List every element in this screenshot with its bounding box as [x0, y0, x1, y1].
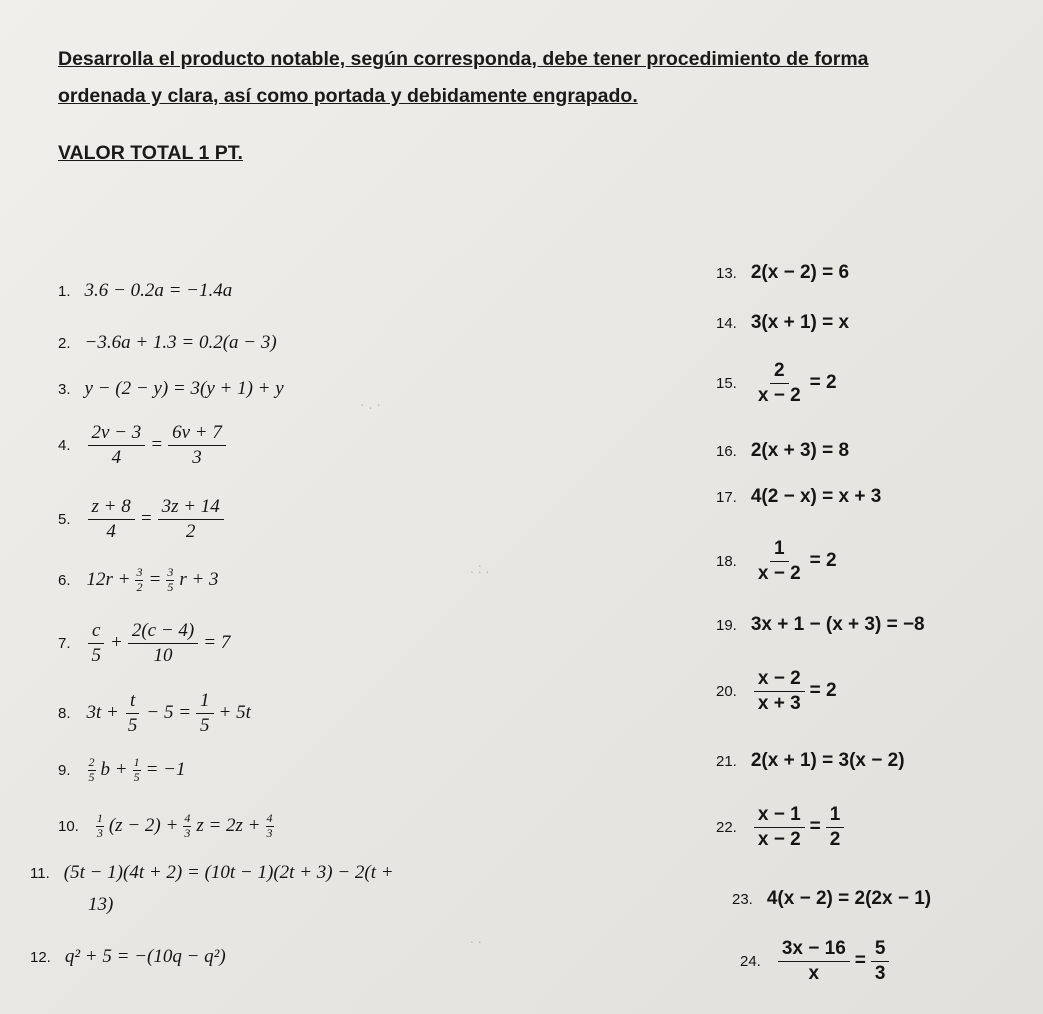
equation — [85, 756, 188, 785]
denominator: 5 — [167, 579, 174, 594]
numerator: 2(c − 4) — [128, 620, 198, 644]
equation — [93, 812, 277, 841]
equation: 3x + 1 − (x + 3) = −8 — [750, 614, 925, 635]
exercise-15 — [716, 360, 839, 407]
term: = −1 — [145, 759, 186, 781]
fraction — [826, 804, 845, 851]
term: r + 3 — [179, 569, 219, 591]
equation: 3.6 − 0.2a = −1.4a — [84, 280, 233, 301]
equation — [85, 422, 229, 469]
fraction — [135, 566, 143, 595]
fraction — [124, 690, 142, 737]
fraction — [88, 620, 106, 667]
exercise-number: 18. — [716, 552, 737, 570]
exercise-number: 12. — [30, 948, 51, 966]
numerator: z + 8 — [88, 496, 135, 520]
exercise-16 — [716, 440, 849, 462]
numerator: 3 — [136, 565, 143, 579]
fraction — [128, 620, 198, 667]
equation: 4(2 − x) = x + 3 — [750, 486, 882, 507]
operator: − 5 = — [146, 702, 192, 724]
equation: 2(x + 3) = 8 — [750, 440, 850, 461]
exercise-number: 5. — [58, 510, 71, 528]
term: (z − 2) + — [108, 815, 179, 837]
denominator: 10 — [153, 644, 173, 666]
operator: = — [148, 569, 162, 591]
term: 12r + — [86, 569, 131, 591]
exercise-13 — [716, 262, 849, 284]
numerator: 1 — [96, 811, 103, 825]
numerator: c — [88, 620, 104, 644]
exercise-5 — [58, 496, 227, 543]
numerator: 6v + 7 — [168, 422, 226, 446]
denominator: 3 — [266, 825, 273, 840]
equation — [751, 360, 839, 407]
exercise-11 — [30, 862, 394, 884]
fraction — [96, 812, 104, 841]
fraction — [183, 812, 191, 841]
numerator: 3x − 16 — [778, 938, 850, 962]
fraction — [133, 756, 141, 785]
equation — [85, 620, 233, 667]
exercise-12 — [30, 946, 226, 968]
exercise-7 — [58, 620, 232, 667]
term: = 2 — [809, 372, 837, 394]
exercise-number: 10. — [58, 817, 79, 835]
equation — [751, 538, 839, 585]
denominator: 2 — [136, 579, 143, 594]
exercise-number: 13. — [716, 264, 737, 282]
numerator: 1 — [196, 690, 214, 714]
term: 3t + — [86, 702, 119, 724]
denominator: x + 3 — [757, 692, 801, 714]
term: = 2 — [809, 550, 837, 572]
fraction — [754, 538, 805, 585]
denominator: 5 — [127, 714, 138, 736]
equation — [85, 496, 227, 543]
exercise-3 — [58, 378, 284, 400]
numerator: 5 — [871, 938, 890, 962]
term: = 7 — [203, 632, 231, 654]
instruction-line-2: ordenada y clara, así como portada y debidamente engrapado. — [58, 85, 638, 107]
exercise-19 — [716, 614, 925, 636]
exercise-18 — [716, 538, 839, 585]
exercise-number: 6. — [58, 571, 71, 589]
fraction — [166, 566, 174, 595]
exercise-number: 4. — [58, 436, 71, 454]
exercise-24 — [740, 938, 892, 985]
numerator: 1 — [133, 755, 140, 769]
operator: = — [854, 950, 866, 972]
exercise-23 — [732, 888, 931, 910]
denominator: 5 — [200, 714, 210, 736]
numerator: 1 — [770, 538, 789, 562]
exercise-number: 24. — [740, 952, 761, 970]
fraction — [754, 360, 805, 407]
exercise-number: 8. — [58, 704, 71, 722]
denominator: x — [808, 962, 820, 984]
denominator: 2 — [829, 828, 841, 850]
exercise-number: 1. — [58, 282, 71, 300]
bleed-through-mark: . : . — [470, 560, 490, 576]
instruction-line-1: Desarrolla el producto notable, según corresponda, debe tener procedimiento de forma — [58, 48, 869, 70]
fraction — [88, 756, 96, 785]
equation — [85, 566, 221, 595]
term: = 2 — [809, 680, 837, 702]
exercise-1 — [58, 280, 232, 302]
numerator: 3z + 14 — [158, 496, 224, 520]
exercise-8 — [58, 690, 253, 737]
numerator: 3 — [167, 565, 174, 579]
equation-continuation: 13) — [88, 894, 114, 915]
denominator: 3 — [192, 446, 202, 468]
exercise-11-continued — [88, 894, 113, 916]
denominator: 5 — [91, 644, 102, 666]
fraction — [88, 422, 146, 469]
denominator: 3 — [184, 825, 191, 840]
equation — [775, 938, 893, 985]
numerator: 2 — [88, 755, 95, 769]
denominator: 4 — [106, 520, 116, 542]
exercise-20 — [716, 668, 839, 715]
exercise-9 — [58, 756, 188, 785]
equation — [751, 668, 839, 715]
fraction — [754, 804, 805, 851]
exercise-10 — [58, 812, 277, 841]
denominator: x − 2 — [757, 828, 801, 850]
exercise-22 — [716, 804, 847, 851]
denominator: 3 — [874, 962, 886, 984]
equation: 3(x + 1) = x — [750, 312, 850, 333]
equation: 4(x − 2) = 2(2x − 1) — [766, 888, 932, 909]
term: + 5t — [218, 702, 251, 724]
numerator: 2 — [770, 360, 789, 384]
exercise-number: 9. — [58, 761, 71, 779]
operator: + — [110, 632, 123, 654]
total-value: VALOR TOTAL 1 PT. — [58, 142, 243, 164]
exercise-4 — [58, 422, 229, 469]
equation: 2(x + 1) = 3(x − 2) — [750, 750, 905, 771]
equation: −3.6a + 1.3 = 0.2(a − 3) — [84, 332, 277, 353]
exercise-2 — [58, 332, 277, 354]
denominator: 5 — [133, 769, 140, 784]
numerator: t — [126, 690, 139, 714]
exercise-number: 15. — [716, 374, 737, 392]
operator: = — [809, 816, 821, 838]
operator: = — [150, 434, 164, 456]
equation — [85, 690, 253, 737]
exercise-14 — [716, 312, 849, 334]
denominator: 3 — [96, 825, 103, 840]
exercise-number: 22. — [716, 818, 737, 836]
exercise-number: 3. — [58, 380, 71, 398]
fraction — [158, 496, 224, 543]
equation: y − (2 − y) = 3(y + 1) + y — [84, 378, 284, 399]
numerator: x − 2 — [754, 668, 805, 692]
exercise-21 — [716, 750, 905, 772]
bleed-through-mark: . . — [470, 930, 482, 946]
exercise-17 — [716, 486, 881, 508]
exercise-number: 14. — [716, 314, 737, 332]
exercise-number: 21. — [716, 752, 737, 770]
operator: = — [139, 508, 153, 530]
denominator: 5 — [88, 769, 95, 784]
exercise-number: 20. — [716, 682, 737, 700]
numerator: 1 — [826, 804, 845, 828]
exercise-number: 17. — [716, 488, 737, 506]
numerator: x − 1 — [754, 804, 805, 828]
operator: b + — [100, 759, 128, 781]
exercise-6 — [58, 566, 221, 595]
denominator: x − 2 — [757, 384, 801, 406]
bleed-through-mark: · . · — [360, 396, 381, 412]
term: z = 2z + — [196, 815, 261, 837]
numerator: 4 — [266, 811, 273, 825]
denominator: x − 2 — [757, 562, 801, 584]
fraction — [754, 668, 805, 715]
equation — [751, 804, 847, 851]
numerator: 4 — [184, 811, 191, 825]
exercise-number: 16. — [716, 442, 737, 460]
fraction — [88, 496, 135, 543]
equation: 2(x − 2) = 6 — [750, 262, 850, 283]
numerator: 2v − 3 — [88, 422, 146, 446]
equation: q² + 5 = −(10q − q²) — [64, 946, 226, 967]
fraction — [871, 938, 890, 985]
denominator: 4 — [111, 446, 122, 468]
fraction — [196, 690, 214, 737]
fraction — [168, 422, 226, 469]
exercise-number: 2. — [58, 334, 71, 352]
exercise-number: 11. — [30, 864, 50, 882]
fraction — [266, 812, 274, 841]
fraction — [778, 938, 850, 985]
equation: (5t − 1)(4t + 2) = (10t − 1)(2t + 3) − 2(t + — [63, 862, 394, 883]
exercise-number: 23. — [732, 890, 753, 908]
denominator: 2 — [185, 520, 196, 542]
exercise-number: 19. — [716, 616, 737, 634]
exercise-number: 7. — [58, 634, 71, 652]
